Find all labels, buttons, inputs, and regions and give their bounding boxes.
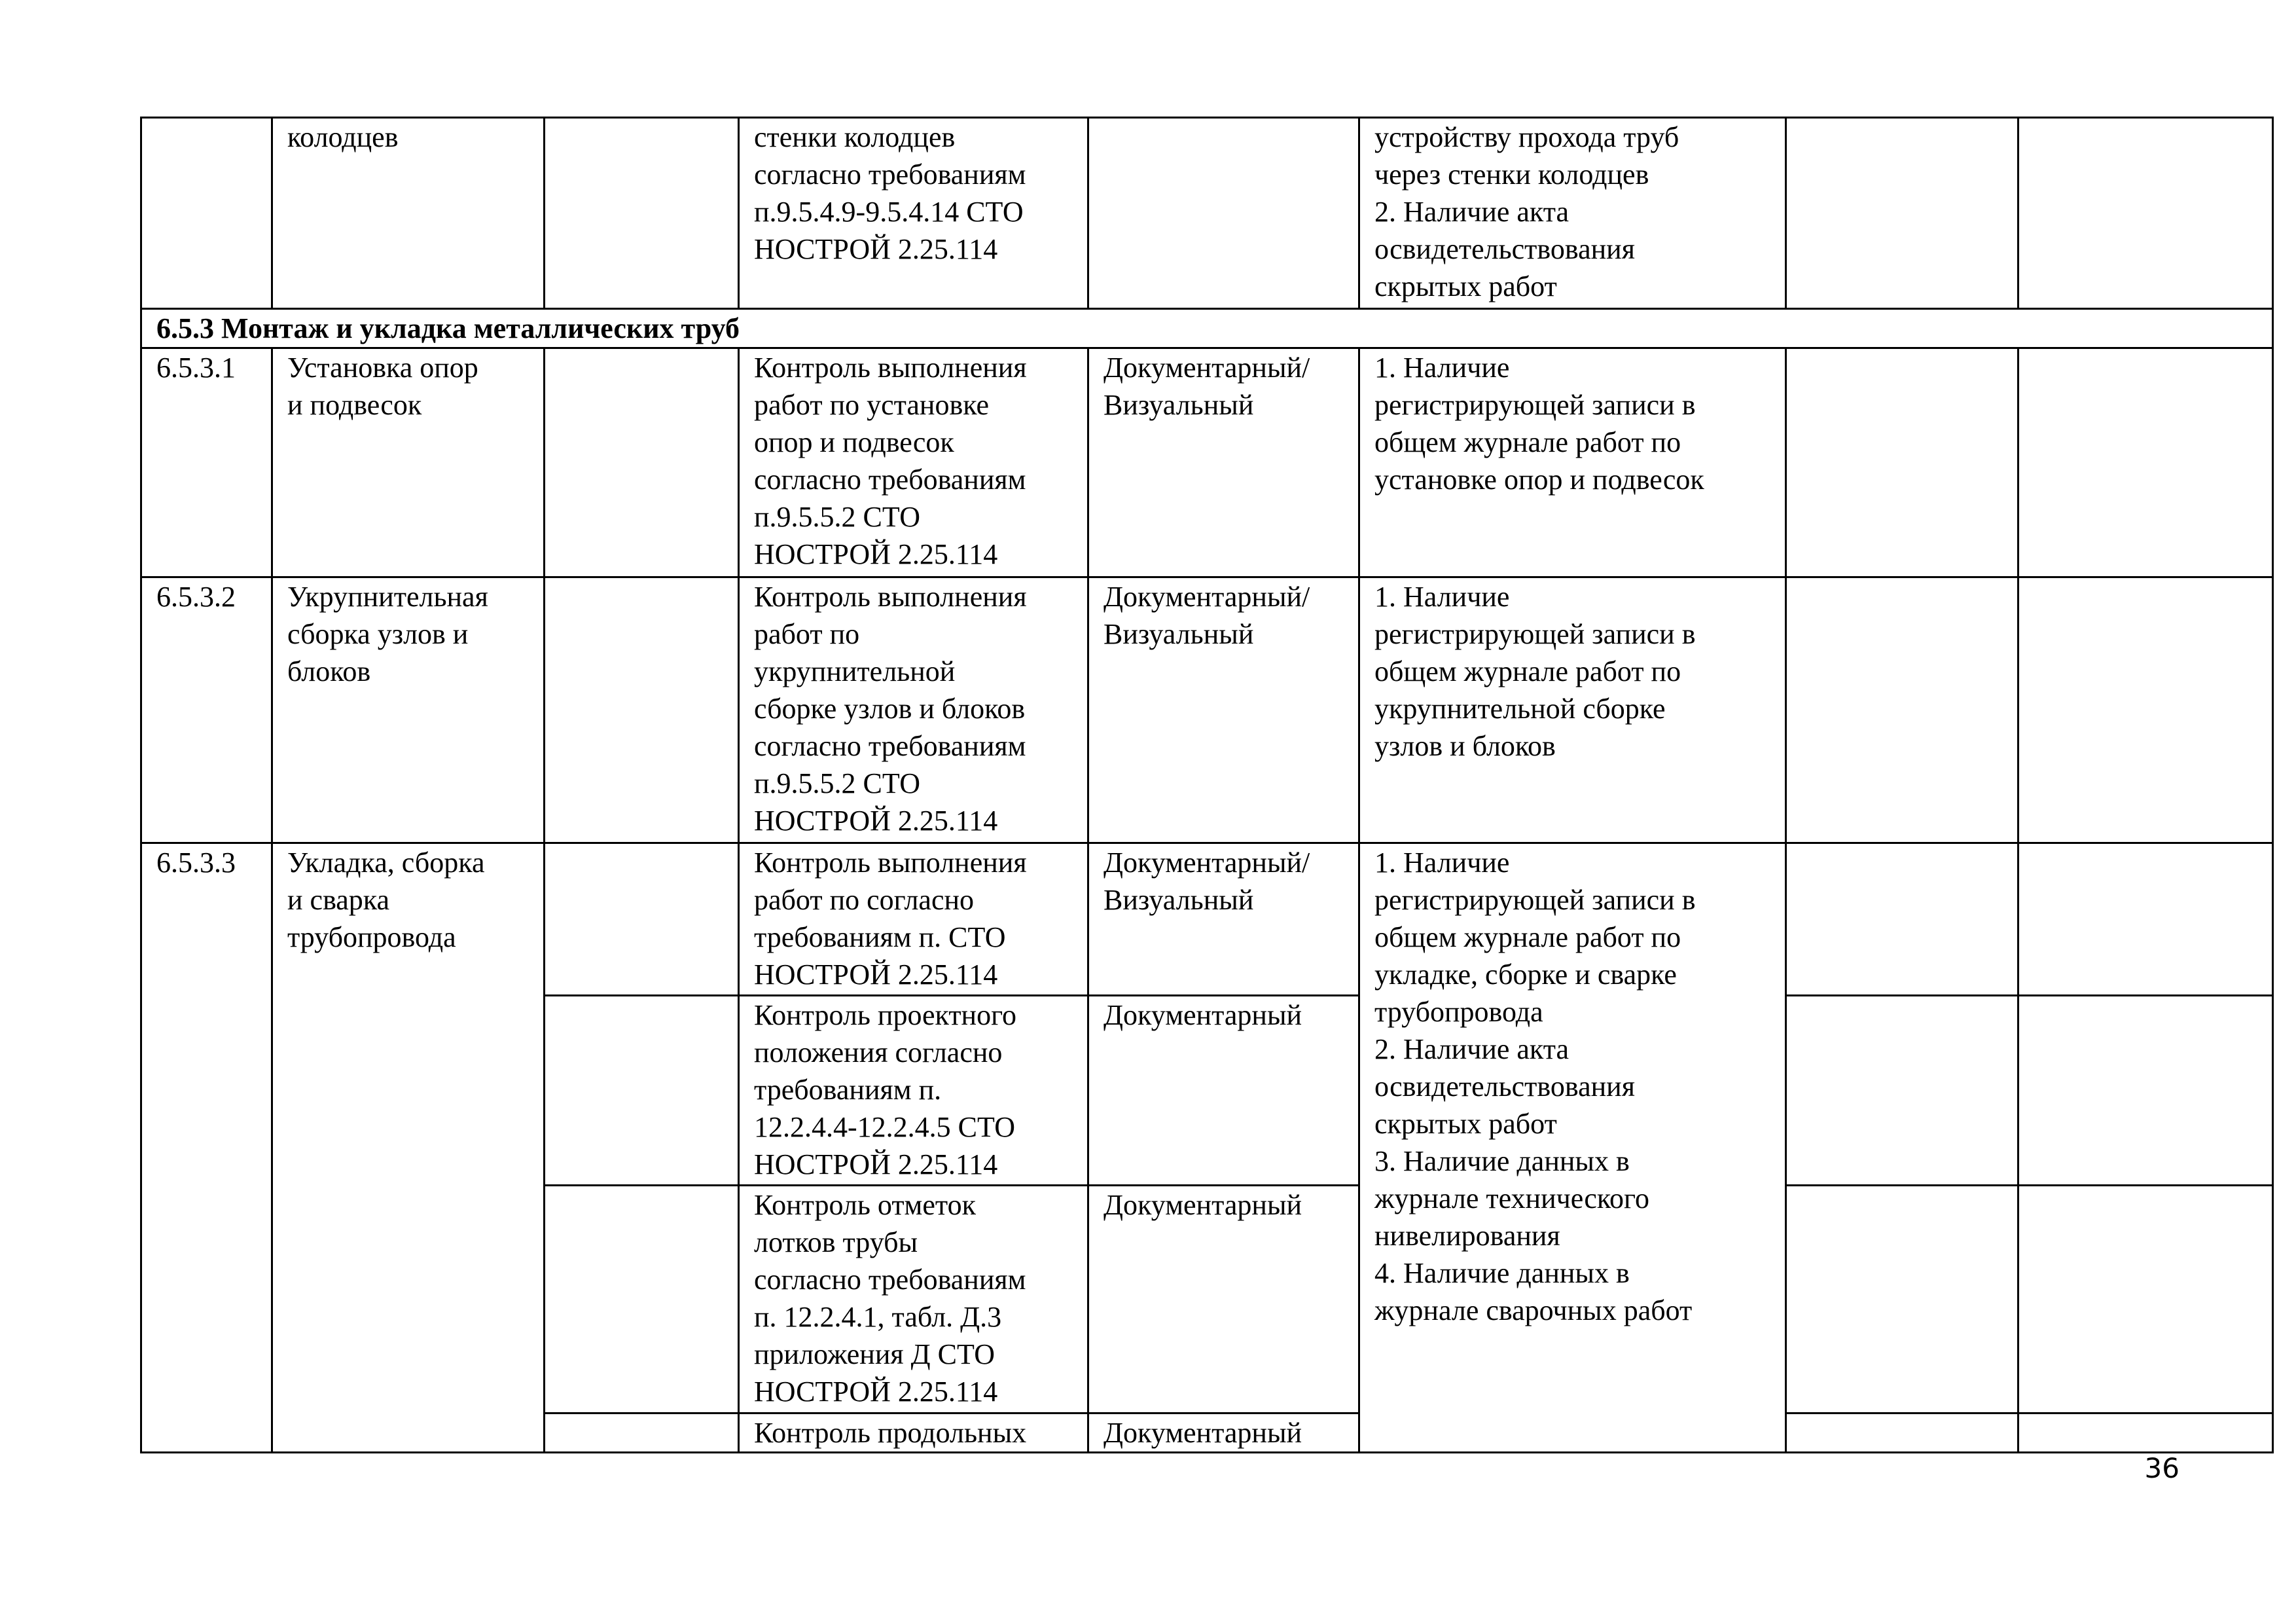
cell-number: 6.5.3.2: [141, 577, 272, 843]
cell-work-name: Установка опор и подвесок: [272, 348, 545, 577]
cell-control: стенки колодцев согласно требованиям п.9.5.4.9-9.5.4.14 СТО НОСТРОЙ 2.25.114: [739, 118, 1088, 309]
cell-empty: [1786, 1186, 2018, 1413]
cell-number: [141, 118, 272, 309]
cell-method: Документарный/ Визуальный: [1088, 348, 1359, 577]
cell-control: Контроль отметок лотков трубы согласно требованиям п. 12.2.4.1, табл. Д.3 приложения Д СТО НОСТРОЙ 2.25.114: [739, 1186, 1088, 1413]
cell-empty: [545, 843, 739, 996]
cell-empty: [545, 1413, 739, 1453]
cell-number: 6.5.3.3: [141, 843, 272, 1453]
cell-empty: [1786, 348, 2018, 577]
cell-empty: [2018, 118, 2273, 309]
cell-empty: [2018, 996, 2273, 1186]
cell-method: [1088, 118, 1359, 309]
page-number: 36: [2144, 1452, 2179, 1484]
cell-documents: 1. Наличие регистрирующей записи в общем журнале работ по укрупнительной сборке узлов и блоков: [1359, 577, 1786, 843]
cell-control: Контроль проектного положения согласно требованиям п. 12.2.4.4-12.2.4.5 СТО НОСТРОЙ 2.25.114: [739, 996, 1088, 1186]
table-row: [141, 118, 2273, 309]
table-row: [141, 348, 2273, 577]
cell-control: Контроль выполнения работ по укрупнительной сборке узлов и блоков согласно требованиям п.9.5.5.2 СТО НОСТРОЙ 2.25.114: [739, 577, 1088, 843]
cell-documents: 1. Наличие регистрирующей записи в общем журнале работ по укладке, сборке и сварке трубопровода 2. Наличие акта освидетельствования скрытых работ 3. Наличие данных в журнале технического нивелирования 4. Наличие данных в журнале сварочных работ: [1359, 843, 1786, 1453]
cell-work-name: колодцев: [272, 118, 545, 309]
cell-empty: [545, 577, 739, 843]
cell-empty: [545, 118, 739, 309]
cell-number: 6.5.3.1: [141, 348, 272, 577]
cell-method: Документарный/ Визуальный: [1088, 577, 1359, 843]
cell-empty: [545, 1186, 739, 1413]
section-heading: 6.5.3 Монтаж и укладка металлических труб: [141, 309, 2273, 348]
cell-empty: [1786, 996, 2018, 1186]
inspection-table: [140, 117, 2274, 1453]
cell-empty: [2018, 577, 2273, 843]
cell-empty: [2018, 843, 2273, 996]
cell-empty: [545, 996, 739, 1186]
section-row: [141, 309, 2273, 348]
cell-documents: 1. Наличие регистрирующей записи в общем журнале работ по установке опор и подвесок: [1359, 348, 1786, 577]
cell-empty: [1786, 577, 2018, 843]
cell-empty: [2018, 1413, 2273, 1453]
cell-method: Документарный: [1088, 1186, 1359, 1413]
cell-empty: [545, 348, 739, 577]
table-row: [141, 843, 2273, 996]
cell-empty: [1786, 118, 2018, 309]
cell-method: Документарный/ Визуальный: [1088, 843, 1359, 996]
cell-empty: [2018, 1186, 2273, 1413]
cell-control: Контроль продольных: [739, 1413, 1088, 1453]
cell-empty: [1786, 843, 2018, 996]
cell-method: Документарный: [1088, 996, 1359, 1186]
table-row: [141, 577, 2273, 843]
cell-empty: [2018, 348, 2273, 577]
cell-method: Документарный: [1088, 1413, 1359, 1453]
cell-documents: устройству прохода труб через стенки колодцев 2. Наличие акта освидетельствования скрытых работ: [1359, 118, 1786, 309]
cell-control: Контроль выполнения работ по установке опор и подвесок согласно требованиям п.9.5.5.2 СТО НОСТРОЙ 2.25.114: [739, 348, 1088, 577]
cell-control: Контроль выполнения работ по согласно требованиям п. СТО НОСТРОЙ 2.25.114: [739, 843, 1088, 996]
cell-empty: [1786, 1413, 2018, 1453]
cell-work-name: Укладка, сборка и сварка трубопровода: [272, 843, 545, 1453]
cell-work-name: Укрупнительная сборка узлов и блоков: [272, 577, 545, 843]
